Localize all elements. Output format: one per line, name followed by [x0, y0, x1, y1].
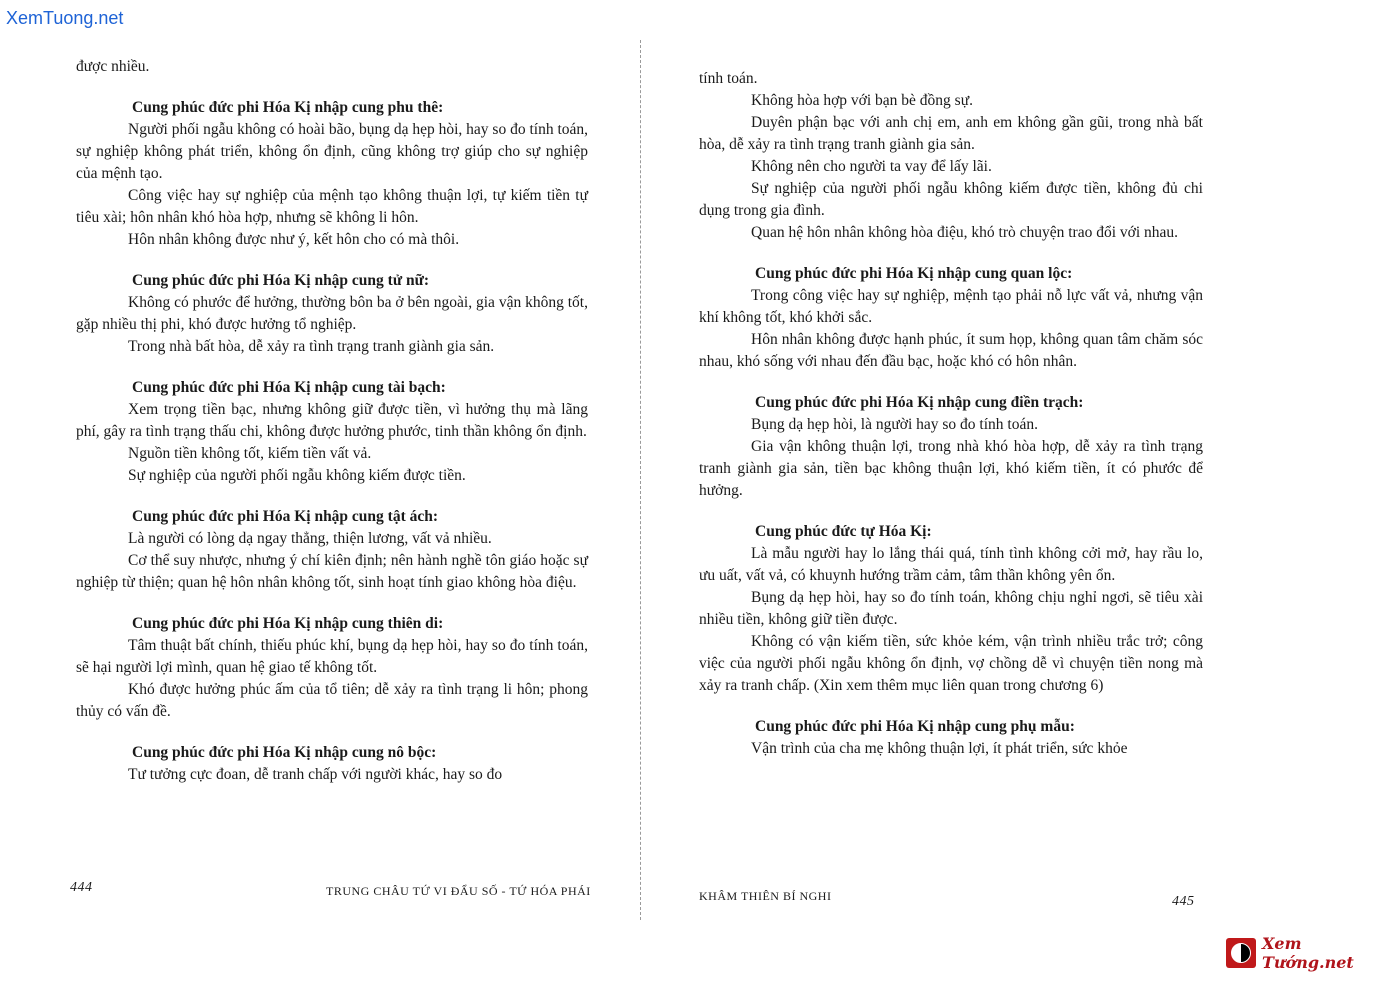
right-page-body	[699, 68, 1203, 760]
paragraph: Không nên cho người ta vay để lấy lãi.	[751, 158, 992, 175]
paragraph: Nguồn tiền không tốt, kiếm tiền vất vả.	[128, 445, 372, 462]
paragraph: Là người có lòng dạ ngay thẳng, thiện lương, vất vả nhiều.	[128, 530, 492, 547]
paragraph: được nhiều.	[76, 58, 150, 75]
paragraph: Bụng dạ hẹp hòi, là người hay so đo tính toán.	[751, 416, 1038, 433]
left-page-number: 444	[70, 880, 93, 895]
paragraph: Hôn nhân không được hạnh phúc, ít sum họp, không quan tâm chăm sóc nhau, khó sống với nhau đến đầu bạc, hoặc khó có hôn nhân.	[699, 331, 1203, 370]
paragraph: Trong nhà bất hòa, dễ xảy ra tình trạng tranh giành gia sản.	[128, 338, 495, 355]
section-heading: Cung phúc đức tự Hóa Kị:	[755, 523, 932, 540]
left-running-title: TRUNG CHÂU TỨ VI ĐẨU SỐ - TỨ HÓA PHÁI	[326, 884, 591, 898]
paragraph: Khó được hưởng phúc ấm của tổ tiên; dễ xảy ra tình trạng li hôn; phong thủy có vấn đề.	[76, 681, 588, 720]
section-heading: Cung phúc đức phi Hóa Kị nhập cung điền trạch:	[755, 394, 1084, 411]
yin-yang-icon	[1226, 938, 1256, 968]
section-heading: Cung phúc đức phi Hóa Kị nhập cung tài bạch:	[132, 379, 446, 396]
site-watermark: XemTuong.net	[6, 8, 124, 28]
paragraph: Gia vận không thuận lợi, trong nhà khó hòa hợp, dễ xảy ra tình trạng tranh giành gia sản, tiền bạc không thuận lợi, khó kiếm tiền, ít có phước để hưởng.	[699, 438, 1203, 499]
section-heading: Cung phúc đức phi Hóa Kị nhập cung thiên di:	[132, 615, 444, 632]
section-heading: Cung phúc đức phi Hóa Kị nhập cung phu thê:	[132, 99, 444, 116]
logo-text: Xem Tướng.net	[1262, 934, 1354, 972]
paragraph: Công việc hay sự nghiệp của mệnh tạo không thuận lợi, tự kiếm tiền tự tiêu xài; hôn nhân khó hòa hợp, nhưng sẽ không li hôn.	[76, 187, 588, 226]
section-heading: Cung phúc đức phi Hóa Kị nhập cung phụ mẫu:	[755, 718, 1075, 735]
paragraph: Xem trọng tiền bạc, nhưng không giữ được tiền, vì hưởng thụ mà lãng phí, gây ra tình trạng thấu chi, không được hưởng phước, tinh thần không ổn định.	[76, 401, 588, 440]
paragraph: Quan hệ hôn nhân không hòa điệu, khó trò chuyện trao đổi với nhau.	[751, 224, 1179, 241]
left-page-body	[76, 56, 588, 786]
paragraph: Trong công việc hay sự nghiệp, mệnh tạo phải nỗ lực vất vả, nhưng vận khí không tốt, khó khởi sắc.	[699, 287, 1203, 326]
section-heading: Cung phúc đức phi Hóa Kị nhập cung tật ách:	[132, 508, 439, 525]
paragraph: Vận trình của cha mẹ không thuận lợi, ít phát triển, sức khỏe	[751, 740, 1128, 757]
paragraph: Là mẫu người hay lo lắng thái quá, tính tình không cởi mở, hay rầu lo, ưu uất, vất vả, có khuynh hướng trầm cảm, tâm thần không yên ổn.	[699, 545, 1203, 584]
section-heading: Cung phúc đức phi Hóa Kị nhập cung nô bộc:	[132, 744, 437, 761]
paragraph: Sự nghiệp của người phối ngẫu không kiếm được tiền.	[128, 467, 466, 484]
page-gutter	[640, 40, 641, 920]
paragraph: Sự nghiệp của người phối ngẫu không kiếm được tiền, không đủ chi dụng trong gia đình.	[699, 180, 1203, 219]
section-heading: Cung phúc đức phi Hóa Kị nhập cung tử nữ:	[132, 272, 430, 289]
paragraph: Không có phước để hưởng, thường bôn ba ở bên ngoài, gia vận không tốt, gặp nhiều thị phi, khó được hưởng tổ nghiệp.	[76, 294, 588, 333]
section-heading: Cung phúc đức phi Hóa Kị nhập cung quan lộc:	[755, 265, 1073, 282]
right-running-title: KHÂM THIÊN BÍ NGHI	[699, 889, 832, 903]
right-page-number: 445	[1172, 894, 1195, 909]
paragraph: tính toán.	[699, 70, 758, 87]
paragraph: Hôn nhân không được như ý, kết hôn cho có mà thôi.	[128, 231, 460, 248]
paragraph: Duyên phận bạc với anh chị em, anh em không gần gũi, trong nhà bất hòa, dễ xảy ra tình trạng tranh giành gia sản.	[699, 114, 1203, 153]
paragraph: Không có vận kiếm tiền, sức khỏe kém, vận trình nhiều trắc trở; công việc của người phối ngẫu không ổn định, vợ chồng dễ vì chuyện tiền nong mà xảy ra tranh chấp. (Xin xem thêm mục liên quan trong chương 6)	[699, 633, 1203, 694]
paragraph: Người phối ngẫu không có hoài bão, bụng dạ hẹp hòi, hay so đo tính toán, sự nghiệp không phát triển, không ổn định, cũng không trợ giúp cho sự nghiệp của mệnh tạo.	[76, 121, 589, 182]
paragraph: Bụng dạ hẹp hòi, hay so đo tính toán, không chịu nghỉ ngơi, sẽ tiêu xài nhiều tiền, không giữ tiền được.	[699, 589, 1203, 628]
site-logo[interactable]	[1226, 933, 1386, 973]
paragraph: Cơ thể suy nhược, nhưng ý chí kiên định; nên hành nghề tôn giáo hoặc sự nghiệp từ thiện; quan hệ hôn nhân không tốt, sinh hoạt tính giao không hòa điệu.	[76, 552, 588, 591]
paragraph: Không hòa hợp với bạn bè đồng sự.	[751, 92, 973, 109]
paragraph: Tâm thuật bất chính, thiếu phúc khí, bụng dạ hẹp hòi, hay so đo tính toán, sẽ hại người lợi mình, quan hệ giao tế không tốt.	[76, 637, 588, 676]
paragraph: Tư tưởng cực đoan, dễ tranh chấp với người khác, hay so đo	[128, 766, 503, 783]
